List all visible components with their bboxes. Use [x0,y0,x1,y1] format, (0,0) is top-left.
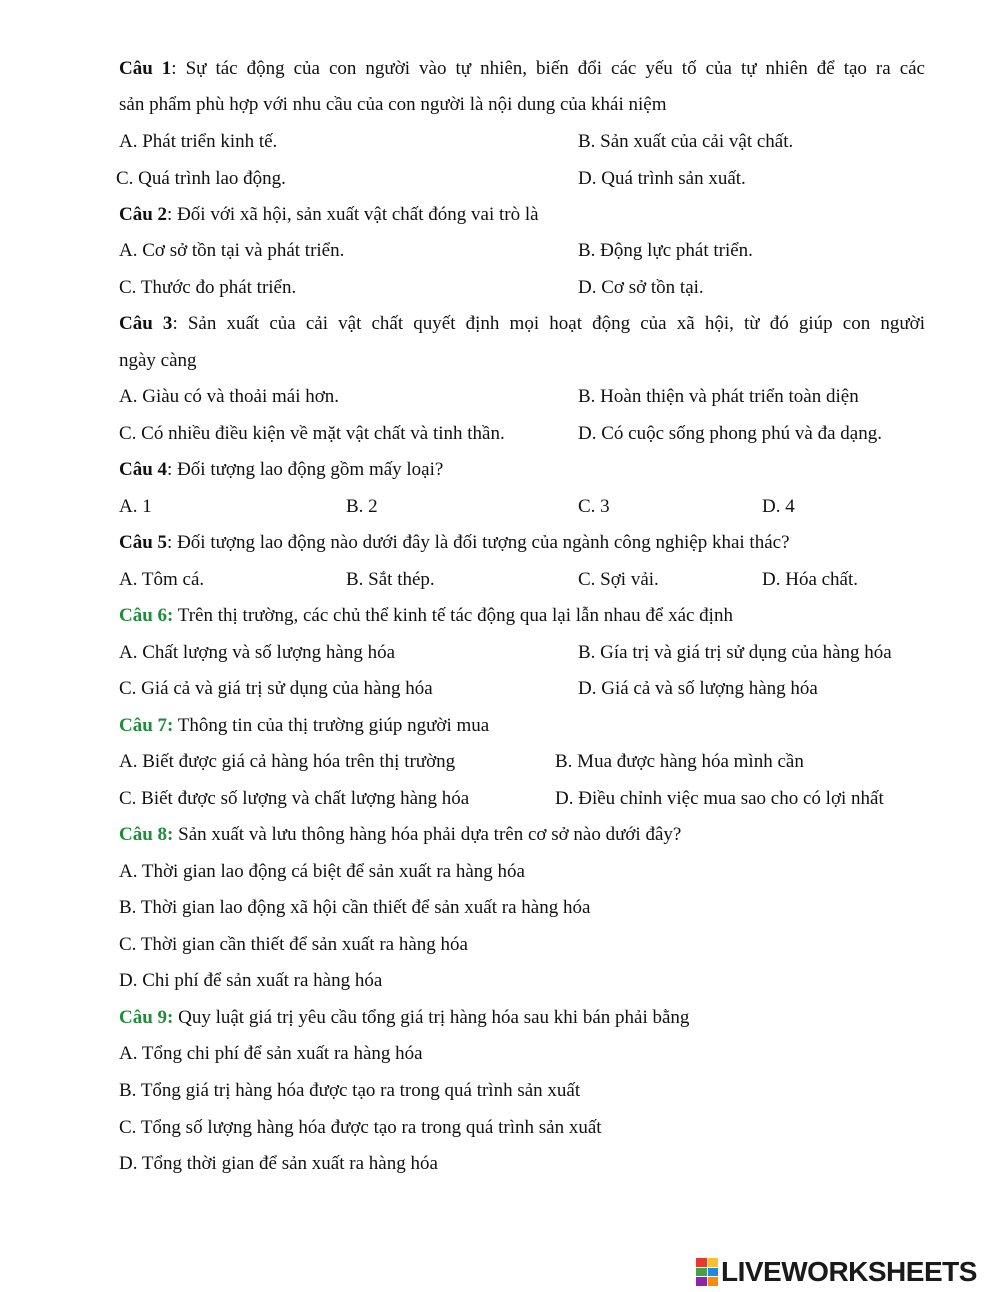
question-1-stem [0,51,1000,87]
question-8-option-c[interactable]: C. Thời gian cần thiết để sản xuất ra hàng hóa [119,934,468,955]
question-6-stem: Câu 6: Trên thị trường, các chủ thể kinh tế tác động qua lại lẫn nhau để xác định [119,605,733,626]
question-1-options-row2 [0,161,1000,197]
question-4-option-d[interactable]: D. 4 [762,496,795,517]
question-3-option-c[interactable]: C. Có nhiều điều kiện về mặt vật chất và tinh thần. [119,423,505,444]
question-5-option-d[interactable]: D. Hóa chất. [762,569,859,590]
liveworksheets-logo-icon [696,1258,718,1286]
question-3-options-row1 [0,379,1000,415]
question-2-options-row2 [0,270,1000,306]
question-4-options [0,489,1000,525]
question-2-options-row1 [0,233,1000,269]
question-8-option-a-row [0,854,1000,890]
question-4-option-a[interactable]: A. 1 [119,496,152,517]
question-9-option-d[interactable]: D. Tổng thời gian để sản xuất ra hàng hóa [119,1153,438,1174]
question-3-label: Câu 3 [119,313,173,334]
question-9-option-a[interactable]: A. Tổng chi phí để sản xuất ra hàng hóa [119,1043,423,1064]
question-8-option-b[interactable]: B. Thời gian lao động xã hội cần thiết để sản xuất ra hàng hóa [119,897,591,918]
question-1-stem-cont: sản phẩm phù hợp với nhu cầu của con người là nội dung của khái niệm [119,94,667,115]
question-2-label: Câu 2 [119,204,168,225]
question-9-option-c[interactable]: C. Tổng số lượng hàng hóa được tạo ra trong quá trình sản xuất [119,1117,602,1138]
question-4-stem: Câu 4: Đối tượng lao động gồm mấy loại? [119,459,444,480]
question-1-text: : Sự tác động của con người vào tự nhiên, biến đổi các yếu tố của tự nhiên để tạo ra các [171,58,925,79]
question-1-options-row1 [0,124,1000,160]
question-8-option-b-row [0,890,1000,926]
question-8-option-c-row [0,927,1000,963]
question-1-option-a[interactable]: A. Phát triển kinh tế. [119,131,278,152]
question-8-option-a[interactable]: A. Thời gian lao động cá biệt để sản xuất ra hàng hóa [119,861,525,882]
question-9-stem: Câu 9: Quy luật giá trị yêu cầu tổng giá trị hàng hóa sau khi bán phải bằng [119,1007,690,1028]
question-9-label: Câu 9: [119,1007,174,1028]
question-9-option-a-row [0,1036,1000,1072]
question-2-option-d[interactable]: D. Cơ sở tồn tại. [578,277,704,298]
question-7-option-b[interactable]: B. Mua được hàng hóa mình cần [555,751,804,772]
question-5-option-a[interactable]: A. Tôm cá. [119,569,205,590]
question-3-option-a[interactable]: A. Giàu có và thoải mái hơn. [119,386,340,407]
question-3-stem: Câu 3: Sản xuất của cải vật chất quyết định mọi hoạt động của xã hội, từ đó giúp con người [119,313,925,334]
question-5-stem: Câu 5: Đối tượng lao động nào dưới đây là đối tượng của ngành công nghiệp khai thác? [119,532,790,553]
question-7-option-a[interactable]: A. Biết được giá cả hàng hóa trên thị trường [119,751,456,772]
question-7-option-d[interactable]: D. Điều chỉnh việc mua sao cho có lợi nhất [555,788,884,809]
question-6-option-a[interactable]: A. Chất lượng và số lượng hàng hóa [119,642,396,663]
question-8-stem: Câu 8: Sản xuất và lưu thông hàng hóa phải dựa trên cơ sở nào dưới đây? [119,824,682,845]
question-7-options-row2 [0,781,1000,817]
liveworksheets-logo-text: LIVEWORKSHEETS [721,1256,977,1287]
question-9-option-b[interactable]: B. Tổng giá trị hàng hóa được tạo ra trong quá trình sản xuất [119,1080,581,1101]
question-4-option-b[interactable]: B. 2 [346,496,378,517]
question-7-options-row1 [0,744,1000,780]
question-8-label: Câu 8: [119,824,174,845]
question-6-options-row1 [0,635,1000,671]
question-3-option-d[interactable]: D. Có cuộc sống phong phú và đa dạng. [578,423,882,444]
question-2-option-a[interactable]: A. Cơ sở tồn tại và phát triển. [119,240,345,261]
question-7-stem: Câu 7: Thông tin của thị trường giúp người mua [119,715,490,736]
question-2-option-c[interactable]: C. Thước đo phát triển. [119,277,297,298]
question-1-option-d[interactable]: D. Quá trình sản xuất. [578,168,746,189]
question-4-option-c[interactable]: C. 3 [578,496,610,517]
question-6-options-row2 [0,671,1000,707]
question-2-stem: Câu 2: Đối với xã hội, sản xuất vật chất đóng vai trò là [119,204,539,225]
question-4-label: Câu 4 [119,459,168,480]
question-1-option-b[interactable]: B. Sản xuất của cải vật chất. [578,131,794,152]
question-2-option-b[interactable]: B. Động lực phát triển. [578,240,753,261]
question-5-option-b[interactable]: B. Sắt thép. [346,569,435,590]
question-5-options [0,562,1000,598]
question-6-option-c[interactable]: C. Giá cả và giá trị sử dụng của hàng hóa [119,678,433,699]
question-7-label: Câu 7: [119,715,174,736]
question-6-label: Câu 6: [119,605,174,626]
question-9-option-d-row [0,1146,1000,1182]
question-6-option-b[interactable]: B. Gía trị và giá trị sử dụng của hàng hóa [578,642,892,663]
question-5-label: Câu 5 [119,532,168,553]
question-3-option-b[interactable]: B. Hoàn thiện và phát triển toàn diện [578,386,859,407]
question-1-option-c[interactable]: C. Quá trình lao động. [116,168,286,189]
question-9-option-b-row [0,1073,1000,1109]
question-7-option-c[interactable]: C. Biết được số lượng và chất lượng hàng hóa [119,788,470,809]
question-5-option-c[interactable]: C. Sợi vải. [578,569,659,590]
question-6-option-d[interactable]: D. Giá cả và số lượng hàng hóa [578,678,818,699]
question-9-option-c-row [0,1110,1000,1146]
question-3-stem-cont: ngày càng [119,350,197,371]
liveworksheets-logo [696,1252,977,1292]
question-1-label: Câu 1 [119,58,172,79]
question-8-option-d[interactable]: D. Chi phí để sản xuất ra hàng hóa [119,970,383,991]
question-8-option-d-row [0,963,1000,999]
question-3-options-row2 [0,416,1000,452]
